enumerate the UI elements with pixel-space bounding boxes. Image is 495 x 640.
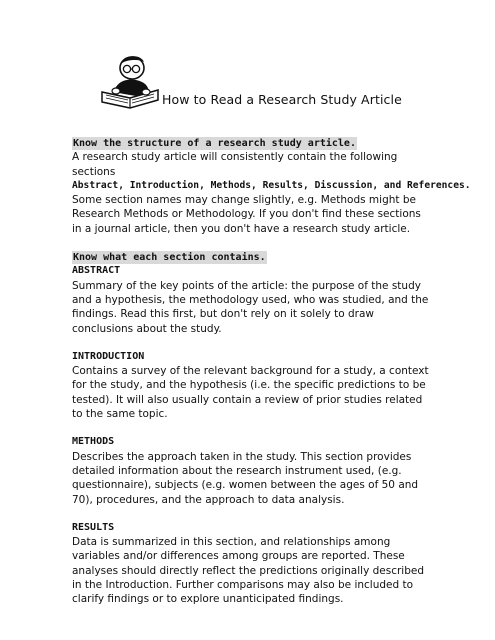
section-introduction	[72, 350, 432, 421]
section-text: Data is summarized in this section, and relationships among variables and/or differences among groups are reported. These analyses should directly reflect the predictions originally described in the Introduction. Further comparisons may also be included to clarify findings or to explore unanticipated findings.	[72, 536, 425, 606]
reading-figure-icon	[96, 48, 166, 112]
section-text: Contains a survey of the relevant background for a study, a context for the study, and the hypothesis (i.e. the specific predictions to be tested). It will also usually contain a review of prior studies related to the same topic.	[72, 365, 429, 421]
document-body	[72, 136, 471, 607]
section-text: Describes the approach taken in the study. This section provides detailed information about the research instrument used, (e.g. questionnaire), subjects (e.g. women between the ages of 50 and 70), procedures, and the approach to data analysis.	[72, 450, 419, 506]
section-heading: METHODS	[72, 436, 115, 448]
structure-block	[72, 136, 471, 236]
document-title: How to Read a Research Study Article	[162, 92, 402, 107]
section-heading: ABSTRACT	[72, 265, 121, 277]
structure-note: Some section names may change slightly, e.g. Methods might be Research Methods or Methodology. If you don't find these sections in a journal article, then you don't have a research study article.	[72, 194, 421, 235]
structure-label: Know the structure of a research study article.	[73, 138, 356, 149]
structure-intro: A research study article will consistently contain the following sections	[72, 151, 398, 178]
section-abstract	[72, 264, 432, 335]
document-header	[96, 48, 416, 112]
section-results	[72, 521, 432, 607]
section-heading: INTRODUCTION	[72, 350, 145, 362]
section-heading: RESULTS	[72, 521, 115, 533]
contents-label: Know what each section contains.	[73, 252, 266, 264]
section-methods	[72, 435, 432, 506]
structure-sections-list: Abstract, Introduction, Methods, Results, Discussion, and References.	[72, 179, 471, 191]
section-text: Summary of the key points of the article: the purpose of the study and a hypothesis, the methodology used, who was studied, and the findings. Read this first, but don't rely on it solely to draw conclusions about the study.	[72, 279, 429, 335]
